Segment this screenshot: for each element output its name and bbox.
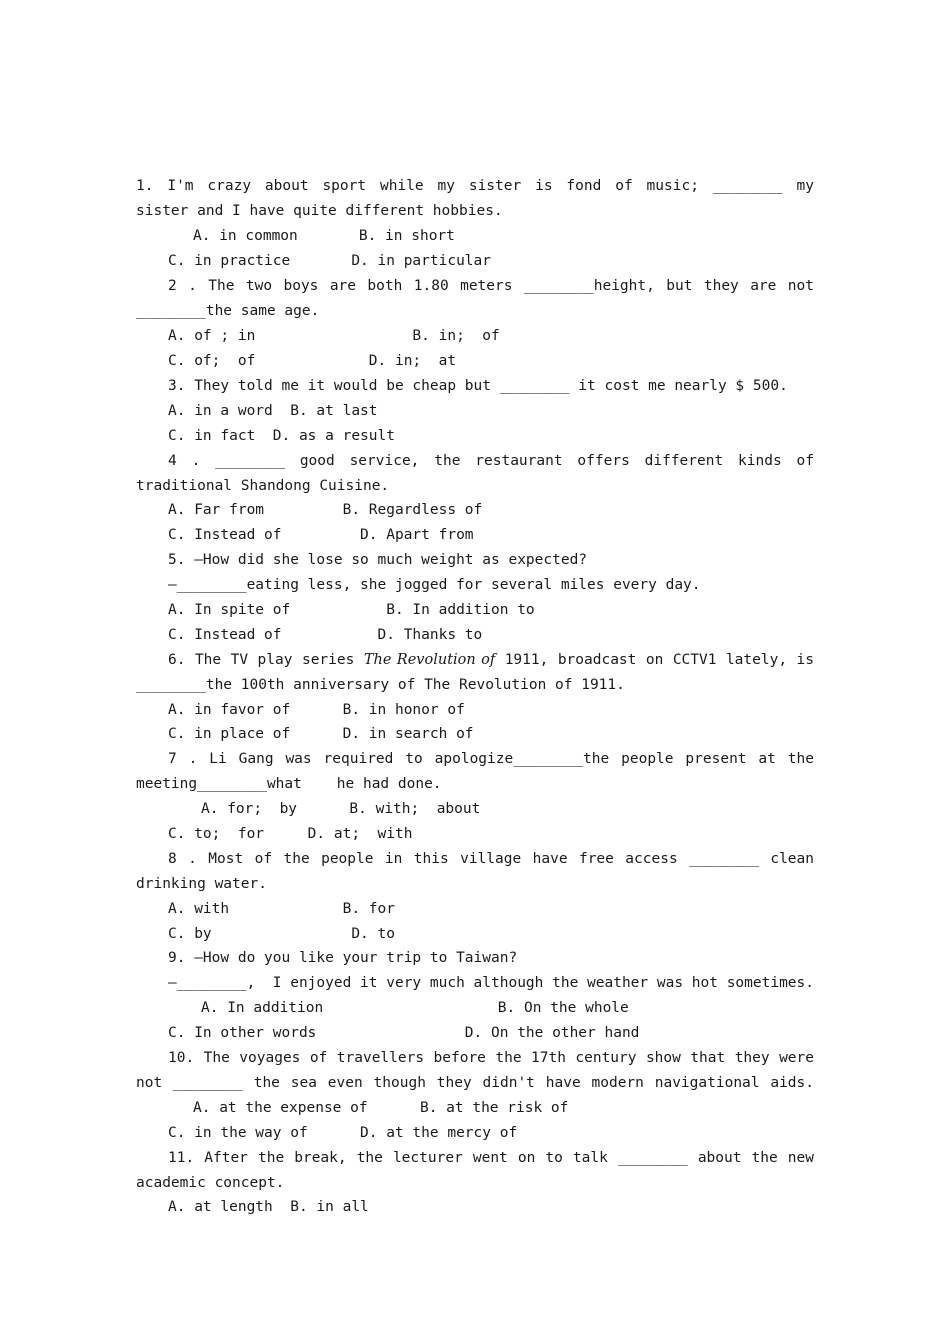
question-4-stem-line-1: 4 . ________ good service, the restaurant offers different kinds of [168, 453, 814, 469]
question-8-options-line-1: A. with B. for [168, 901, 395, 917]
question-11-stem-line-2: academic concept. [136, 1175, 285, 1191]
question-7-options-line-2: C. to; for D. at; with [168, 826, 413, 842]
question-6-options-line-1: A. in favor of B. in honor of [168, 702, 465, 718]
question-8-stem-line-1: 8 . Most of the people in this village have free access ________ clean [168, 851, 814, 867]
question-11-stem-line-1: 11. After the break, the lecturer went on to talk ________ about the new [168, 1150, 814, 1166]
question-5-options-line-2: C. Instead of D. Thanks to [168, 627, 483, 643]
question-2-stem-line-2: ________the same age. [136, 303, 320, 319]
question-9-stem-line-1: 9. —How do you like your trip to Taiwan? [168, 950, 518, 966]
question-10-stem-line-1: 10. The voyages of travellers before the 17th century show that they were [168, 1050, 814, 1066]
question-5-stem-line-1: 5. —How did she lose so much weight as expected? [168, 552, 588, 568]
question-4-stem-line-2: traditional Shandong Cuisine. [136, 478, 390, 494]
question-1-options-line-2: C. in practice D. in particular [168, 253, 492, 269]
question-4-options-line-1: A. Far from B. Regardless of [168, 502, 483, 518]
question-3-options-line-1: A. in a word B. at last [168, 403, 378, 419]
question-6-stem-prefix: 6. The TV play series [168, 652, 364, 668]
question-7-stem-line-2: meeting________what he had done. [136, 776, 442, 792]
question-10-stem-line-2: not ________ the sea even though they didn't have modern navigational aids. [136, 1075, 814, 1091]
question-5-stem-line-2: —________eating less, she jogged for several miles every day. [168, 577, 701, 593]
question-6-stem-suffix: 1911, broadcast on CCTV1 lately, is [495, 652, 815, 668]
question-6-stem-italic-title: The Revolution of [363, 652, 496, 668]
question-4-options-line-2: C. Instead of D. Apart from [168, 527, 474, 543]
question-2-options-line-2: C. of; of D. in; at [168, 353, 457, 369]
question-3-stem-line-1: 3. They told me it would be cheap but ________ it cost me nearly $ 500. [168, 378, 788, 394]
question-10-options-line-1: A. at the expense of B. at the risk of [193, 1100, 569, 1116]
question-1-stem-line-2: sister and I have quite different hobbies. [136, 203, 503, 219]
question-9-options-line-1: A. In addition B. On the whole [201, 1000, 629, 1016]
question-6-options-line-2: C. in place of D. in search of [168, 726, 474, 742]
question-2-options-line-1: A. of ; in B. in; of [168, 328, 500, 344]
question-3-options-line-2: C. in fact D. as a result [168, 428, 395, 444]
question-5-options-line-1: A. In spite of B. In addition to [168, 602, 535, 618]
question-6-stem-line-1 [168, 650, 814, 670]
question-8-options-line-2: C. by D. to [168, 926, 395, 942]
question-9-options-line-2: C. In other words D. On the other hand [168, 1025, 640, 1041]
question-6-stem-line-2: ________the 100th anniversary of The Revolution of 1911. [136, 677, 625, 693]
question-11-options-line-1: A. at length B. in all [168, 1199, 369, 1215]
question-1-stem-line-1: 1. I'm crazy about sport while my sister is fond of music; ________ my [136, 178, 814, 194]
question-7-stem-line-1: 7 . Li Gang was required to apologize________the people present at the [168, 751, 814, 767]
question-7-options-line-1: A. for; by B. with; about [201, 801, 481, 817]
question-9-stem-line-2: —________, I enjoyed it very much although the weather was hot sometimes. [168, 975, 815, 991]
question-2-stem-line-1: 2 . The two boys are both 1.80 meters ________height, but they are not [168, 278, 814, 294]
question-1-options-line-1: A. in common B. in short [193, 228, 455, 244]
question-10-options-line-2: C. in the way of D. at the mercy of [168, 1125, 518, 1141]
question-8-stem-line-2: drinking water. [136, 876, 267, 892]
